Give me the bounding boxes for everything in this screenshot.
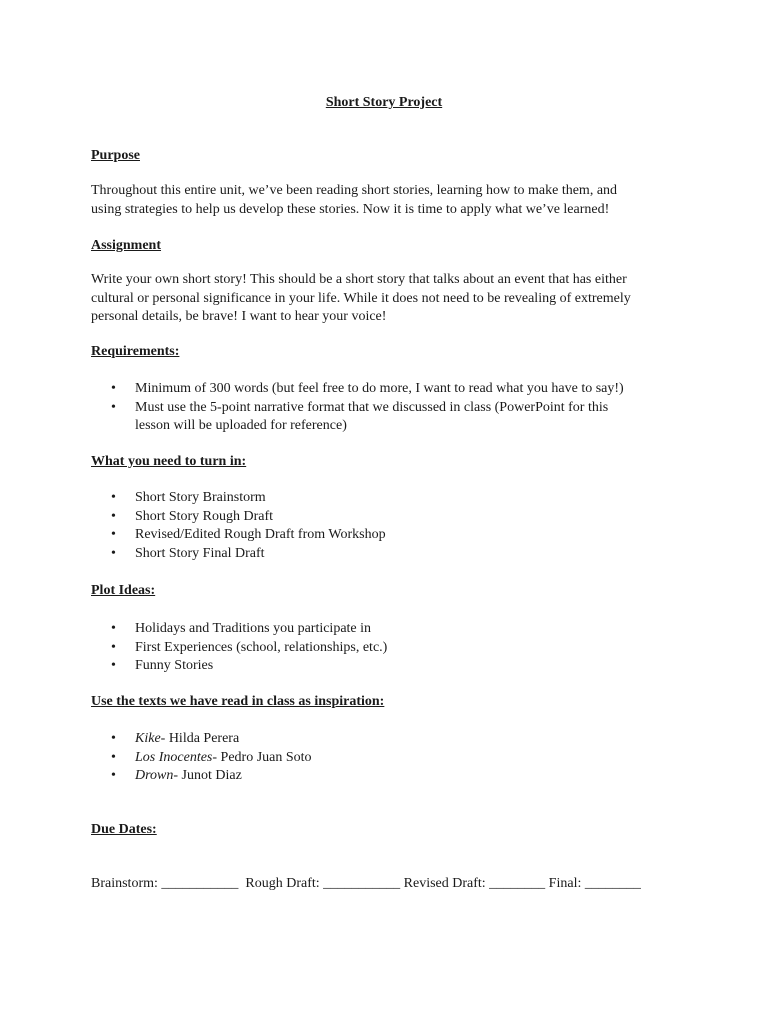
requirement-text: Must use the 5-point narrative format that we discussed in class (PowerPoint for this xyxy=(135,399,609,415)
purpose-section xyxy=(91,147,681,166)
due-dates-section xyxy=(91,821,681,840)
list-item: • Funny Stories xyxy=(91,657,681,676)
assignment-line: Write your own short story! This should be a short story that talks about an event that has either xyxy=(91,272,627,287)
work-author: - Pedro Juan Soto xyxy=(212,749,312,765)
assignment-paragraph xyxy=(91,271,681,327)
requirements-section xyxy=(91,343,681,362)
turn-in-list xyxy=(91,489,681,563)
work-author: - Junot Diaz xyxy=(173,768,242,783)
purpose-paragraph xyxy=(91,182,681,219)
list-item: • First Experiences (school, relationships, etc.) xyxy=(91,639,681,658)
page-title: Short Story Project xyxy=(325,95,443,110)
list-item xyxy=(91,730,681,749)
assignment-heading: Assignment xyxy=(91,238,162,253)
turn-in-section xyxy=(91,453,681,472)
texts-list-wrap xyxy=(91,730,681,786)
purpose-line: Throughout this entire unit, we’ve been reading short stories, learning how to make them, and xyxy=(91,183,618,198)
assignment-line: cultural or personal significance in your life. While it does not need to be revealing of extremely xyxy=(91,290,631,306)
turn-in-heading: What you need to turn in: xyxy=(91,454,247,469)
requirement-text: Minimum of 300 words (but feel free to do more, I want to read what you have to say!) xyxy=(135,381,624,396)
plot-ideas-heading: Plot Ideas: xyxy=(91,583,156,598)
purpose-line: using strategies to help us develop these stories. Now it is time to apply what we’ve learned! xyxy=(91,201,610,217)
purpose-heading: Purpose xyxy=(91,148,140,163)
list-item xyxy=(91,749,681,768)
work-title: Drown xyxy=(135,768,174,783)
list-item: • Revised/Edited Rough Draft from Workshop xyxy=(91,526,681,545)
due-dates-line-wrap xyxy=(91,875,681,894)
due-dates-line: Brainstorm: ___________ Rough Draft: ___________ Revised Draft: ________ Final: ________ xyxy=(91,876,641,891)
plot-ideas-section xyxy=(91,582,681,601)
list-item: • Short Story Final Draft xyxy=(91,545,681,564)
requirements-list xyxy=(91,380,681,436)
texts-heading: Use the texts we have read in class as inspiration: xyxy=(91,694,385,709)
list-item: • Short Story Brainstorm xyxy=(91,489,681,508)
assignment-section xyxy=(91,237,681,256)
assignment-line: personal details, be brave! I want to hear your voice! xyxy=(91,309,387,324)
plot-ideas-list-wrap xyxy=(91,620,681,676)
work-title: Los Inocentes xyxy=(135,749,213,765)
list-item: • Short Story Rough Draft xyxy=(91,508,681,527)
turn-in-list-wrap xyxy=(91,489,681,563)
requirements-heading: Requirements: xyxy=(91,344,180,359)
texts-section xyxy=(91,693,681,712)
requirements-list-wrap xyxy=(91,380,681,436)
work-title: Kike xyxy=(135,731,161,746)
work-author: - Hilda Perera xyxy=(160,731,240,746)
plot-ideas-list xyxy=(91,620,681,676)
due-dates-heading: Due Dates: xyxy=(91,822,157,837)
texts-list xyxy=(91,730,681,786)
requirement-text: lesson will be uploaded for reference) xyxy=(135,418,347,433)
list-item xyxy=(91,380,681,399)
list-item xyxy=(91,399,681,436)
list-item: • Holidays and Traditions you participate in xyxy=(91,620,681,639)
list-item xyxy=(91,767,681,786)
